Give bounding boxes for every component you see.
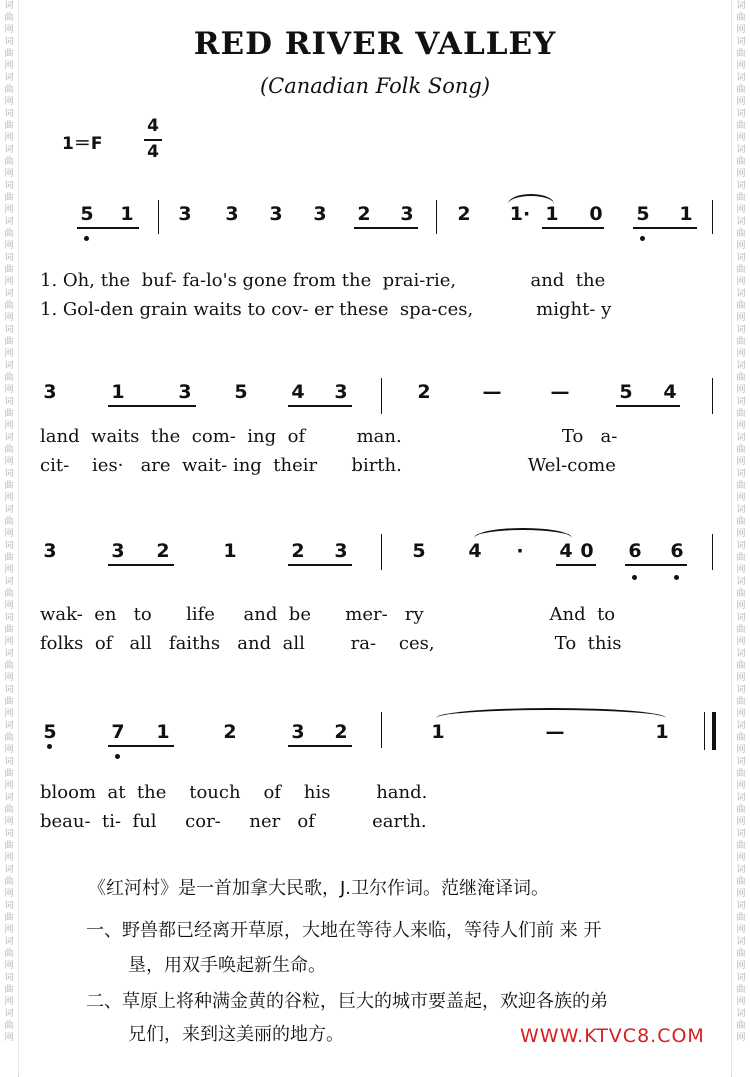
watermark-glyph: 曲 (4, 445, 14, 455)
watermark-glyph: 曲 (4, 481, 14, 491)
note: 5 (43, 721, 57, 743)
note: 1 (223, 540, 237, 562)
dot-extension: · (516, 540, 524, 562)
watermark-glyph: 词 (4, 1009, 14, 1019)
watermark-glyph: 词 (4, 325, 14, 335)
slur (474, 528, 572, 538)
watermark-glyph: 曲 (736, 229, 746, 239)
watermark-glyph: 网 (736, 277, 746, 287)
note: 1 (431, 721, 445, 743)
note: 2 (156, 540, 170, 562)
watermark-glyph: 网 (736, 961, 746, 971)
watermark-glyph: 曲 (736, 49, 746, 59)
watermark-glyph: 词 (736, 73, 746, 83)
watermark-glyph: 词 (4, 1, 14, 11)
note: 5 (234, 381, 248, 403)
note: 4 (663, 381, 677, 403)
beam (542, 227, 604, 229)
watermark-glyph: 词 (736, 757, 746, 767)
watermark-glyph: 曲 (4, 409, 14, 419)
watermark-glyph: 曲 (736, 265, 746, 275)
watermark-glyph: 词 (736, 577, 746, 587)
watermark-glyph: 网 (4, 817, 14, 827)
watermark-glyph: 网 (736, 25, 746, 35)
watermark-glyph: 词 (736, 613, 746, 623)
watermark-glyph: 网 (736, 313, 746, 323)
watermark-glyph: 网 (4, 97, 14, 107)
watermark-glyph: 网 (736, 169, 746, 179)
watermark-glyph: 词 (736, 541, 746, 551)
watermark-glyph: 词 (736, 109, 746, 119)
watermark-glyph: 词 (736, 181, 746, 191)
watermark-glyph: 词 (4, 397, 14, 407)
watermark-glyph: 网 (4, 889, 14, 899)
watermark-glyph: 网 (4, 925, 14, 935)
watermark-glyph: 网 (4, 529, 14, 539)
dash: — (550, 381, 570, 403)
watermark-glyph: 词 (736, 793, 746, 803)
watermark-glyph: 网 (736, 529, 746, 539)
final-barline-thick (712, 712, 716, 750)
watermark-glyph: 网 (736, 97, 746, 107)
watermark-glyph: 曲 (736, 625, 746, 635)
watermark-glyph: 曲 (4, 301, 14, 311)
watermark-glyph: 网 (4, 241, 14, 251)
dash: — (545, 721, 565, 743)
watermark-glyph: 曲 (736, 985, 746, 995)
watermark-glyph: 网 (736, 925, 746, 935)
watermark-glyph: 曲 (736, 1021, 746, 1031)
watermark-glyph: 网 (4, 385, 14, 395)
watermark-glyph: 曲 (4, 589, 14, 599)
lyrics-verse-1: bloom at the touch of his hand. (40, 782, 428, 803)
watermark-glyph: 词 (736, 685, 746, 695)
low-octave-dot (115, 754, 120, 759)
watermark-glyph: 网 (4, 745, 14, 755)
watermark-glyph: 网 (4, 1033, 14, 1043)
watermark-glyph: 词 (4, 649, 14, 659)
watermark-glyph: 曲 (736, 805, 746, 815)
watermark-glyph: 曲 (736, 913, 746, 923)
note: 2 (223, 721, 237, 743)
watermark-glyph: 词 (4, 361, 14, 371)
watermark-glyph: 曲 (4, 49, 14, 59)
watermark-glyph: 网 (736, 421, 746, 431)
watermark-glyph: 网 (736, 1033, 746, 1043)
beam (108, 405, 196, 407)
watermark-glyph: 网 (4, 133, 14, 143)
watermark-glyph: 网 (736, 817, 746, 827)
watermark-glyph: 网 (736, 637, 746, 647)
note: 3 (111, 540, 125, 562)
watermark-glyph: 网 (4, 565, 14, 575)
watermark-glyph: 网 (736, 889, 746, 899)
time-signature-top: 4 (147, 116, 159, 136)
low-octave-dot (84, 236, 89, 241)
beam (288, 745, 352, 747)
watermark-glyph: 网 (4, 709, 14, 719)
note: 2 (291, 540, 305, 562)
note: 6 (628, 540, 642, 562)
watermark-glyph: 词 (4, 865, 14, 875)
low-octave-dot (47, 744, 52, 749)
beam (633, 227, 697, 229)
beam (108, 745, 174, 747)
watermark-glyph: 曲 (4, 733, 14, 743)
watermark-glyph: 词 (4, 289, 14, 299)
watermark-glyph: 词 (4, 757, 14, 767)
note: 1 (545, 203, 559, 225)
watermark-glyph: 词 (736, 865, 746, 875)
watermark-glyph: 曲 (736, 85, 746, 95)
song-note-verse1-cont: 垦，用双手唤起新生命。 (128, 955, 326, 976)
watermark-glyph: 曲 (4, 553, 14, 563)
watermark-glyph: 词 (4, 37, 14, 47)
watermark-glyph: 词 (4, 613, 14, 623)
watermark-glyph: 词 (4, 253, 14, 263)
watermark-glyph: 网 (4, 457, 14, 467)
watermark-glyph: 词 (736, 253, 746, 263)
watermark-glyph: 网 (4, 169, 14, 179)
beam (556, 564, 596, 566)
barline (712, 534, 713, 570)
watermark-glyph: 词 (736, 37, 746, 47)
watermark-glyph: 曲 (4, 661, 14, 671)
barline (381, 378, 382, 414)
watermark-glyph: 网 (736, 205, 746, 215)
watermark-glyph: 曲 (4, 265, 14, 275)
note: 3 (178, 381, 192, 403)
watermark-glyph: 词 (736, 721, 746, 731)
note: 3 (43, 381, 57, 403)
watermark-glyph: 词 (4, 145, 14, 155)
watermark-glyph: 词 (4, 73, 14, 83)
watermark-glyph: 网 (4, 673, 14, 683)
note: 2 (417, 381, 431, 403)
watermark-glyph: 曲 (736, 769, 746, 779)
watermark-glyph: 曲 (736, 697, 746, 707)
watermark-glyph: 词 (4, 901, 14, 911)
note: 3 (334, 381, 348, 403)
lyrics-verse-1: 1. Oh, the buf- fa-lo's gone from the prai-rie, and the (40, 270, 606, 291)
watermark-glyph: 词 (736, 505, 746, 515)
watermark-glyph: 曲 (4, 121, 14, 131)
note: 1 (679, 203, 693, 225)
beam (354, 227, 418, 229)
watermark-glyph: 网 (736, 241, 746, 251)
barline (381, 712, 382, 748)
watermark-glyph: 网 (736, 565, 746, 575)
note: 4 (291, 381, 305, 403)
watermark-glyph: 词 (736, 217, 746, 227)
watermark-glyph: 词 (4, 577, 14, 587)
beam (288, 564, 352, 566)
song-note-verse1: 一、野兽都已经离开草原，大地在等待人来临，等待人们前 来 开 (86, 920, 602, 941)
watermark-glyph: 曲 (4, 337, 14, 347)
watermark-glyph: 曲 (736, 445, 746, 455)
watermark-glyph: 曲 (4, 877, 14, 887)
watermark-glyph: 网 (4, 421, 14, 431)
watermark-glyph: 词 (736, 649, 746, 659)
note: 6 (670, 540, 684, 562)
note: 3 (400, 203, 414, 225)
watermark-glyph: 曲 (4, 85, 14, 95)
lyrics-verse-2: folks of all faiths and all ra- ces, To this (40, 633, 622, 654)
watermark-glyph: 网 (736, 385, 746, 395)
watermark-glyph: 曲 (736, 661, 746, 671)
frame-line-left (18, 0, 19, 1077)
watermark-glyph: 曲 (4, 13, 14, 23)
beam (77, 227, 139, 229)
note: 2 (334, 721, 348, 743)
watermark-glyph: 曲 (736, 13, 746, 23)
note: 5 (412, 540, 426, 562)
watermark-glyph: 词 (4, 685, 14, 695)
song-note-verse2: 二、草原上将种满金黄的谷粒，巨大的城市要盖起，欢迎各族的弟 (86, 991, 608, 1012)
low-octave-dot (632, 575, 637, 580)
note: 0 (589, 203, 603, 225)
watermark-glyph: 词 (4, 541, 14, 551)
watermark-glyph: 曲 (736, 373, 746, 383)
watermark-glyph: 曲 (736, 553, 746, 563)
note: 1 (120, 203, 134, 225)
watermark-glyph: 曲 (4, 193, 14, 203)
note: 2 (357, 203, 371, 225)
time-signature-bottom: 4 (147, 142, 159, 162)
note: 3 (313, 203, 327, 225)
lyrics-verse-2: beau- ti- ful cor- ner of earth. (40, 811, 427, 832)
watermark-glyph: 曲 (4, 841, 14, 851)
watermark-glyph: 词 (736, 361, 746, 371)
final-barline-thin (704, 712, 705, 750)
watermark-glyph: 网 (736, 781, 746, 791)
watermark-glyph: 词 (736, 433, 746, 443)
watermark-glyph: 词 (736, 145, 746, 155)
note: 3 (334, 540, 348, 562)
watermark-glyph: 曲 (4, 517, 14, 527)
watermark-glyph: 网 (4, 853, 14, 863)
note: 3 (225, 203, 239, 225)
watermark-glyph: 网 (736, 673, 746, 683)
watermark-glyph: 网 (4, 997, 14, 1007)
beam (616, 405, 680, 407)
low-octave-dot (640, 236, 645, 241)
low-octave-dot (674, 575, 679, 580)
watermark-glyph: 曲 (736, 409, 746, 419)
watermark-glyph: 词 (4, 505, 14, 515)
watermark-glyph: 曲 (4, 697, 14, 707)
watermark-glyph: 词 (736, 901, 746, 911)
watermark-glyph: 曲 (736, 949, 746, 959)
watermark-glyph: 网 (4, 637, 14, 647)
watermark-glyph: 词 (4, 973, 14, 983)
watermark-glyph: 曲 (4, 913, 14, 923)
frame-line-right (731, 0, 732, 1077)
watermark-glyph: 曲 (4, 985, 14, 995)
watermark-glyph: 词 (4, 829, 14, 839)
note: 4 (468, 540, 482, 562)
watermark-glyph: 曲 (736, 589, 746, 599)
watermark-glyph: 词 (736, 973, 746, 983)
watermark-glyph: 曲 (4, 949, 14, 959)
watermark-glyph: 曲 (736, 841, 746, 851)
watermark-glyph: 网 (4, 961, 14, 971)
watermark-glyph: 网 (4, 205, 14, 215)
tie (436, 708, 666, 718)
watermark-glyph: 曲 (4, 805, 14, 815)
watermark-glyph: 曲 (736, 337, 746, 347)
note: 1 (156, 721, 170, 743)
watermark-glyph: 网 (736, 61, 746, 71)
watermark-glyph: 网 (736, 601, 746, 611)
watermark-glyph: 曲 (736, 517, 746, 527)
lyrics-verse-1: wak- en to life and be mer- ry And to (40, 604, 616, 625)
watermark-glyph: 曲 (736, 733, 746, 743)
lyrics-verse-1: land waits the com- ing of man. To a- (40, 426, 618, 447)
song-title: RED RIVER VALLEY (193, 26, 557, 62)
song-note-intro: 《红河村》是一首加拿大民歌，J.卫尔作词。范继淹译词。 (88, 878, 550, 899)
watermark-glyph: 曲 (736, 877, 746, 887)
watermark-glyph: 网 (736, 853, 746, 863)
watermark-glyph: 词 (4, 217, 14, 227)
note: 3 (178, 203, 192, 225)
note: 7 (111, 721, 125, 743)
watermark-glyph: 曲 (4, 625, 14, 635)
note: 5 (80, 203, 94, 225)
watermark-glyph: 词 (736, 829, 746, 839)
time-signature-line (144, 139, 162, 141)
watermark-glyph: 曲 (736, 193, 746, 203)
watermark-glyph: 词 (736, 289, 746, 299)
barline (436, 200, 437, 234)
watermark-glyph: 网 (736, 349, 746, 359)
watermark-glyph: 网 (736, 745, 746, 755)
key-signature: 1＝F (62, 134, 103, 154)
watermark-glyph: 网 (4, 61, 14, 71)
watermark-glyph: 词 (736, 397, 746, 407)
watermark-glyph: 词 (736, 469, 746, 479)
dash: — (482, 381, 502, 403)
watermark-glyph: 曲 (736, 121, 746, 131)
note: 1· (509, 203, 531, 225)
barline (712, 200, 713, 234)
watermark-glyph: 网 (4, 313, 14, 323)
watermark-glyph: 词 (736, 1009, 746, 1019)
watermark-glyph: 曲 (736, 301, 746, 311)
watermark-glyph: 网 (736, 133, 746, 143)
beam (108, 564, 174, 566)
watermark-glyph: 曲 (4, 769, 14, 779)
watermark-glyph: 网 (4, 493, 14, 503)
watermark-glyph: 网 (4, 781, 14, 791)
note: 5 (636, 203, 650, 225)
watermark-glyph: 词 (736, 937, 746, 947)
beam (625, 564, 687, 566)
note: 3 (269, 203, 283, 225)
lyrics-verse-2: 1. Gol-den grain waits to cov- er these spa-ces, might- y (40, 299, 612, 320)
watermark-glyph: 词 (4, 433, 14, 443)
watermark-glyph: 网 (736, 457, 746, 467)
note: 0 (580, 540, 594, 562)
watermark-glyph: 词 (736, 1, 746, 11)
watermark-glyph: 词 (4, 109, 14, 119)
watermark-glyph: 词 (736, 325, 746, 335)
watermark-glyph: 网 (736, 493, 746, 503)
watermark-glyph: 词 (4, 721, 14, 731)
watermark-glyph: 词 (4, 181, 14, 191)
barline (158, 200, 159, 234)
watermark-glyph: 词 (4, 793, 14, 803)
watermark-glyph: 曲 (736, 481, 746, 491)
watermark-glyph: 曲 (4, 229, 14, 239)
watermark-glyph: 网 (4, 349, 14, 359)
watermark-glyph: 曲 (4, 1021, 14, 1031)
note: 1 (655, 721, 669, 743)
watermark-glyph: 网 (4, 277, 14, 287)
watermark-glyph: 网 (736, 997, 746, 1007)
site-watermark: WWW.KTVC8.COM (520, 1025, 705, 1047)
barline (381, 534, 382, 570)
watermark-glyph: 网 (4, 25, 14, 35)
note: 3 (291, 721, 305, 743)
watermark-glyph: 曲 (4, 373, 14, 383)
note: 1 (111, 381, 125, 403)
note: 2 (457, 203, 471, 225)
watermark-glyph: 词 (4, 469, 14, 479)
note: 3 (43, 540, 57, 562)
watermark-glyph: 网 (4, 601, 14, 611)
watermark-glyph: 词 (4, 937, 14, 947)
watermark-glyph: 曲 (736, 157, 746, 167)
song-subtitle: (Canadian Folk Song) (259, 74, 491, 98)
lyrics-verse-2: cit- ies· are wait- ing their birth. Wel-come (40, 455, 616, 476)
note: 5 (619, 381, 633, 403)
barline (712, 378, 713, 414)
note: 4 (559, 540, 573, 562)
watermark-glyph: 网 (736, 709, 746, 719)
beam (288, 405, 352, 407)
song-note-verse2-cont: 兄们，来到这美丽的地方。 (128, 1024, 344, 1045)
watermark-glyph: 曲 (4, 157, 14, 167)
